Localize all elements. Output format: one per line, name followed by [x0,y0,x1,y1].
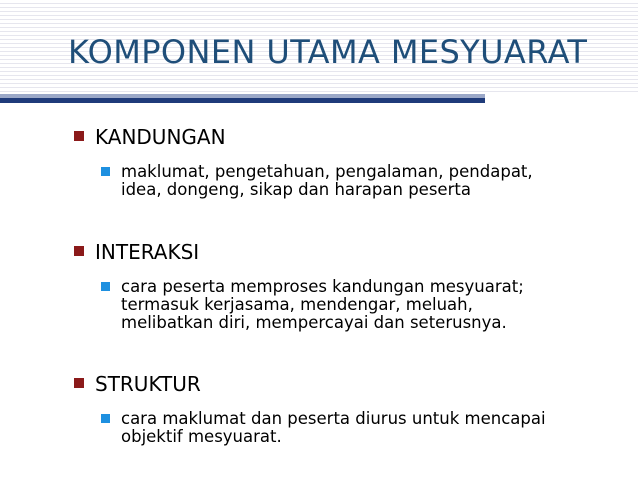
sub-bullet-text [121,410,546,446]
bullet-heading: STRUKTUR [95,372,201,396]
square-sub-bullet-icon [101,282,110,291]
sub-bullet-line: cara maklumat dan peserta diurus untuk mencapai [121,409,546,428]
square-sub-bullet-icon [101,167,110,176]
sub-bullet-line: cara peserta memproses kandungan mesyuarat; [121,277,524,296]
sub-bullet-line: objektif mesyuarat. [121,427,282,446]
bullet-heading: INTERAKSI [95,240,200,264]
square-bullet-icon [74,246,84,256]
sub-bullet-line: termasuk kerjasama, mendengar, meluah, [121,295,473,314]
sub-bullet-line: idea, dongeng, sikap dan harapan peserta [121,180,471,199]
sub-bullet-line: melibatkan diri, mempercayai dan seterusnya. [121,313,507,332]
square-bullet-icon [74,378,84,388]
title-underline [0,94,485,103]
square-sub-bullet-icon [101,414,110,423]
sub-bullet-line: maklumat, pengetahuan, pengalaman, pendapat, [121,162,533,181]
title-underline-dark [0,98,485,103]
square-bullet-icon [74,131,84,141]
sub-bullet-text [121,278,524,332]
bullet-heading: KANDUNGAN [95,125,226,149]
slide-title: KOMPONEN UTAMA MESYUARAT [68,33,588,71]
sub-bullet-text [121,163,533,199]
